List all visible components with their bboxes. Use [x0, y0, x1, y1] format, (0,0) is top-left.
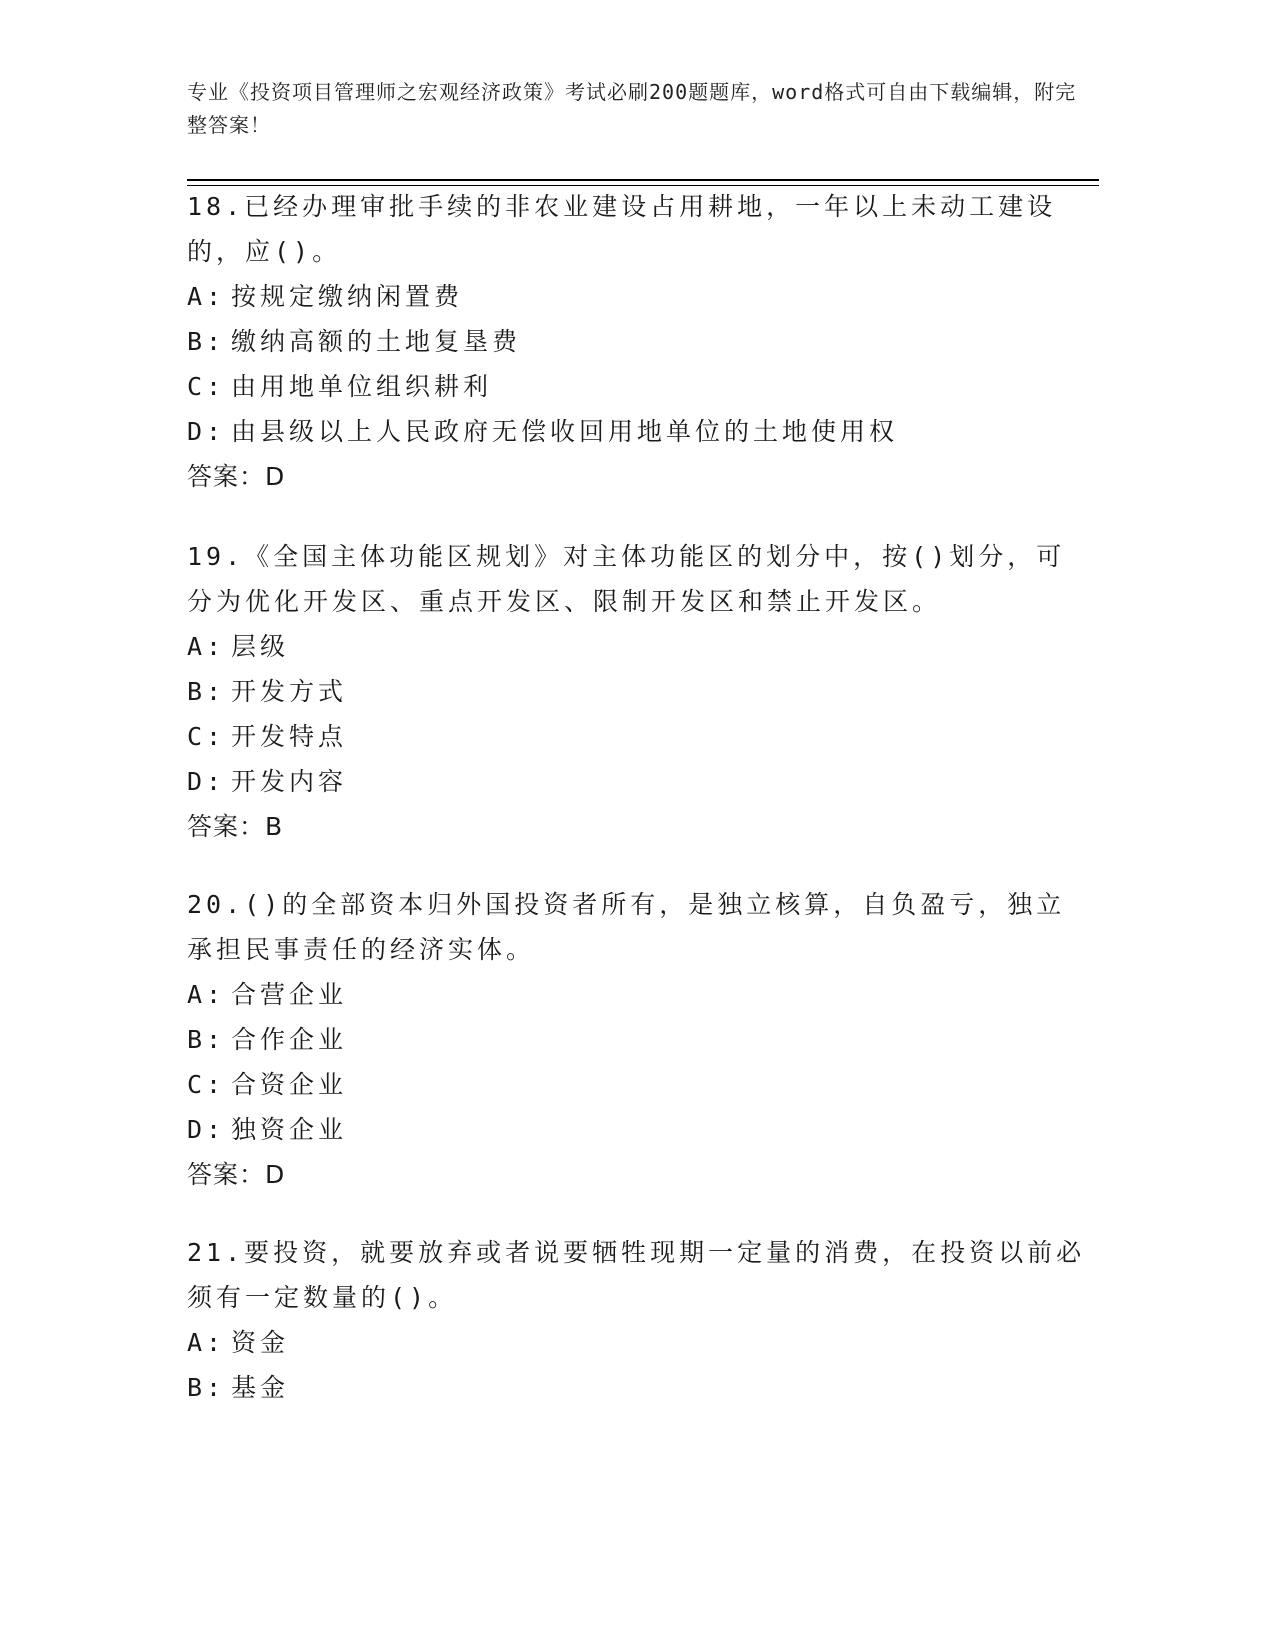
option-a: [187, 1320, 1087, 1365]
option-letter: A:: [187, 282, 226, 311]
option-c: [187, 714, 1087, 759]
option-text: 开发内容: [231, 767, 348, 796]
option-text: 基金: [231, 1373, 290, 1402]
option-a: [187, 972, 1087, 1017]
question-19: [187, 534, 1087, 849]
question-stem: 18.已经办理审批手续的非农业建设占用耕地，一年以上未动工建设的，应()。: [187, 192, 1057, 266]
option-letter: A:: [187, 980, 226, 1009]
option-text: 缴纳高额的土地复垦费: [231, 327, 522, 356]
option-letter: B:: [187, 327, 226, 356]
option-letter: C:: [187, 722, 226, 751]
option-a: [187, 274, 1087, 319]
option-text: 开发特点: [231, 722, 348, 751]
option-text: 由用地单位组织耕利: [231, 372, 493, 401]
option-letter: D:: [187, 417, 226, 446]
question-stem: 20.()的全部资本归外国投资者所有，是独立核算，自负盈亏，独立承担民事责任的经济实体。: [187, 890, 1066, 964]
option-text: 合作企业: [231, 1025, 348, 1054]
option-c: [187, 364, 1087, 409]
header-rule-thick: [187, 179, 1099, 181]
option-d: [187, 409, 1087, 454]
option-text: 合营企业: [231, 980, 348, 1009]
question-18: [187, 184, 1087, 499]
option-letter: D:: [187, 1115, 226, 1144]
answer: 答案：D: [187, 462, 286, 491]
option-letter: C:: [187, 1070, 226, 1099]
option-c: [187, 1062, 1087, 1107]
option-letter: B:: [187, 677, 226, 706]
option-b: [187, 319, 1087, 364]
document-header: 专业《投资项目管理师之宏观经济政策》考试必刷200题题库，word格式可自由下载编辑，附完整答案！: [187, 80, 1077, 137]
option-text: 开发方式: [231, 677, 348, 706]
option-letter: A:: [187, 632, 226, 661]
option-letter: B:: [187, 1373, 226, 1402]
option-d: [187, 759, 1087, 804]
option-text: 资金: [231, 1328, 290, 1357]
option-letter: A:: [187, 1328, 226, 1357]
option-text: 独资企业: [231, 1115, 348, 1144]
option-letter: D:: [187, 767, 226, 796]
question-20: [187, 882, 1087, 1197]
question-stem: 21.要投资，就要放弃或者说要牺牲现期一定量的消费，在投资以前必须有一定数量的()。: [187, 1238, 1086, 1312]
option-text: 合资企业: [231, 1070, 348, 1099]
option-text: 由县级以上人民政府无偿收回用地单位的土地使用权: [231, 417, 899, 446]
option-letter: B:: [187, 1025, 226, 1054]
option-b: [187, 669, 1087, 714]
answer: 答案：D: [187, 1160, 286, 1189]
option-letter: C:: [187, 372, 226, 401]
question-21: [187, 1230, 1087, 1410]
option-b: [187, 1365, 1087, 1410]
answer: 答案：B: [187, 812, 284, 841]
option-text: 按规定缴纳闲置费: [231, 282, 464, 311]
option-text: 层级: [231, 632, 290, 661]
option-a: [187, 624, 1087, 669]
option-d: [187, 1107, 1087, 1152]
option-b: [187, 1017, 1087, 1062]
question-stem: 19.《全国主体功能区规划》对主体功能区的划分中，按()划分，可分为优化开发区、重点开发区、限制开发区和禁止开发区。: [187, 542, 1066, 616]
